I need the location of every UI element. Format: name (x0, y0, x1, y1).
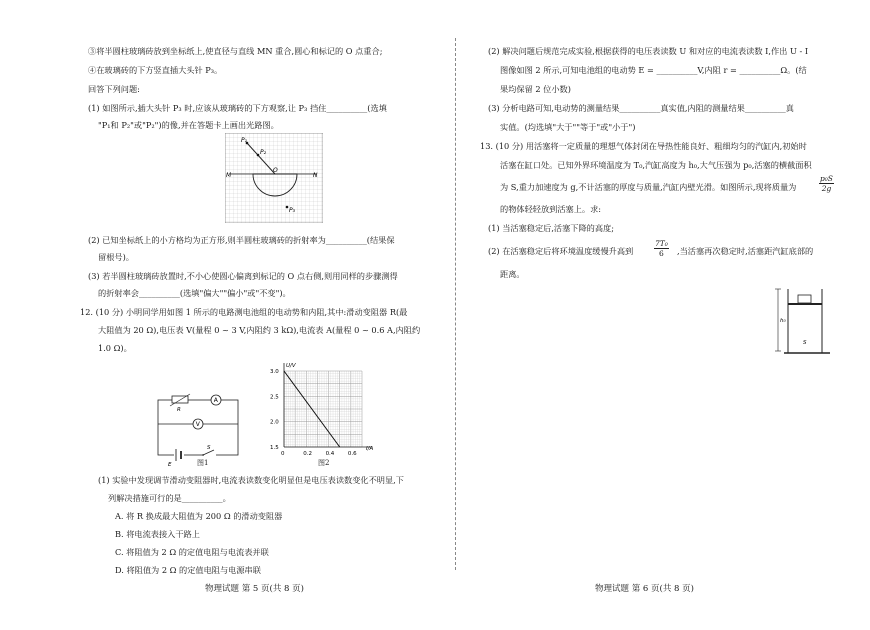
mass-fraction (819, 174, 834, 193)
q11-1-line1: (1) 如图所示,插大头针 P₃ 时,应该从玻璃砖的下方观察,让 P₃ 挡住__________(选填 (88, 103, 387, 113)
temp-fraction (654, 239, 669, 258)
y-tick-label: 1.5 (270, 445, 279, 451)
option-d: D. 将阻值为 2 Ω 的定值电阻与电源串联 (115, 565, 261, 575)
q11-2-line2: 留根号)。 (98, 252, 134, 262)
x-tick-label: 0.6 (347, 451, 357, 457)
label-p3: P₃ (289, 207, 296, 214)
y-tick-label: 3.0 (270, 369, 279, 375)
x-tick-label: 0 (281, 451, 285, 457)
temp-fraction-den: 6 (659, 249, 664, 258)
ui-chart (268, 357, 378, 462)
q12-3-line2: 实值。(均选填"大于""等于"或"小于") (500, 122, 636, 132)
q12-1-line2: 列解决措施可行的是__________。 (108, 493, 231, 503)
label-a: A (213, 397, 218, 405)
option-b: B. 将电流表接入干路上 (115, 529, 200, 539)
q12-line2: 大阻值为 20 Ω),电压表 V(量程 0 ~ 3 V,内阻约 3 kΩ),电流表 A(量程 0 ~ 0.6 A,内阻约 (98, 325, 421, 335)
label-n: N (313, 172, 318, 179)
answer-prompt: 回答下列问题: (88, 84, 140, 94)
fig2-caption: 图2 (318, 459, 330, 467)
x-tick-label: 0.4 (325, 451, 335, 457)
label-h0: h₀ (780, 318, 786, 324)
q13-2-line1a: (2) 在活塞稳定后将环境温度缓慢升高到 (488, 246, 634, 256)
q11-2-line1: (2) 已知坐标纸上的小方格均为正方形,则半圆柱玻璃砖的折射率为__________(结果保 (88, 235, 395, 245)
q12-line1: 12. (10 分) 小明同学用如图 1 所示的电路测电池组的电动势和内阻,其中:滑动变阻器 R(最 (80, 307, 408, 317)
label-s-area: S (803, 340, 807, 346)
label-s: S (207, 445, 211, 451)
right-page (455, 0, 870, 630)
pin-p3 (286, 206, 289, 209)
q12-2-line1: (2) 解决问题后规范完成实验,根据获得的电压表读数 U 和对应的电流表读数 I,作出 U - I (488, 46, 809, 56)
q13-1: (1) 当活塞稳定后,活塞下降的高度; (488, 223, 614, 233)
q12-2-line3: 果均保留 2 位小数) (500, 84, 571, 94)
cylinder-figure (772, 287, 852, 355)
fig1-caption: 图1 (197, 459, 209, 467)
q12-line3: 1.0 Ω)。 (98, 343, 132, 353)
label-m: M (226, 172, 232, 179)
q12-1-line1: (1) 实验中发现调节滑动变阻器时,电流表读数变化明显但是电压表读数变化不明显,下 (98, 475, 404, 485)
label-r: R (177, 407, 181, 413)
q13-line3: 为 S,重力加速度为 g,不计活塞的厚度与质量,汽缸内壁光滑。如图所示,现将质量为 (500, 182, 797, 192)
q13-2-line1b: ,当活塞再次稳定时,活塞距汽缸底部的 (677, 246, 814, 256)
mass-fraction-num: p₀S (820, 174, 833, 183)
refraction-figure (225, 133, 323, 223)
label-p2: P₂ (260, 149, 267, 156)
weight-block (798, 295, 811, 303)
y-tick-label: 2.0 (270, 419, 279, 426)
step-3-text: ③将半圆柱玻璃砖放到坐标纸上,使直径与直线 MN 重合,圆心和标记的 O 点重合; (88, 46, 383, 56)
footer-left: 物理试题 第 5 页(共 8 页) (205, 584, 304, 594)
label-o: O (273, 167, 278, 174)
q11-1-line2: "P₁和 P₂"或"P₂")的像,并在答题卡上画出光路图。 (98, 120, 279, 130)
label-v: V (195, 421, 200, 429)
option-a: A. 将 R 换成最大阻值为 200 Ω 的滑动变阻器 (115, 511, 283, 521)
label-e: E (168, 462, 172, 468)
temp-fraction-num: 7T₀ (655, 239, 668, 248)
resistor-r (172, 396, 188, 403)
mass-fraction-den: 2g (821, 184, 832, 193)
q12-2-line2: 图像如图 2 所示,可知电池组的电动势 E = __________V,内阻 r = __________Ω。(结 (500, 65, 807, 75)
q13-line4: 的物体轻轻放到活塞上。求: (500, 204, 602, 214)
q11-3-line1: (3) 若半圆柱玻璃砖放置时,不小心使圆心偏离到标记的 O 点右侧,则用同样的步骤测得 (88, 271, 398, 281)
step-4-text: ④在玻璃砖的下方竖直插大头针 P₃。 (88, 65, 223, 75)
x-axis-label: I/A (366, 446, 374, 452)
y-tick-label: 2.5 (270, 394, 279, 401)
q11-3-line2: 的折射率会__________(选填"偏大""偏小"或"不变")。 (98, 288, 291, 298)
circuit-figure (150, 390, 250, 468)
q13-line2: 活塞在缸口处。已知外界环境温度为 T₀,汽缸高度为 h₀,大气压强为 p₀,活塞的横截面积 (500, 160, 812, 170)
q13-line1: 13. (10 分) 用活塞将一定质量的理想气体封闭在导热性能良好、粗细均匀的汽缸内,初始时 (480, 141, 807, 151)
option-c: C. 将阻值为 2 Ω 的定值电阻与电流表并联 (115, 547, 269, 557)
q13-2-line2: 距离。 (500, 269, 525, 279)
pin-p2 (257, 154, 260, 157)
label-p1: P₁ (241, 137, 248, 144)
q12-3-line1: (3) 分析电路可知,电动势的测量结果__________真实值,内阻的测量结果__________真 (488, 103, 794, 113)
x-tick-label: 0.2 (303, 451, 313, 457)
y-axis-label: U/V (286, 363, 296, 369)
footer-right: 物理试题 第 6 页(共 8 页) (595, 584, 694, 594)
